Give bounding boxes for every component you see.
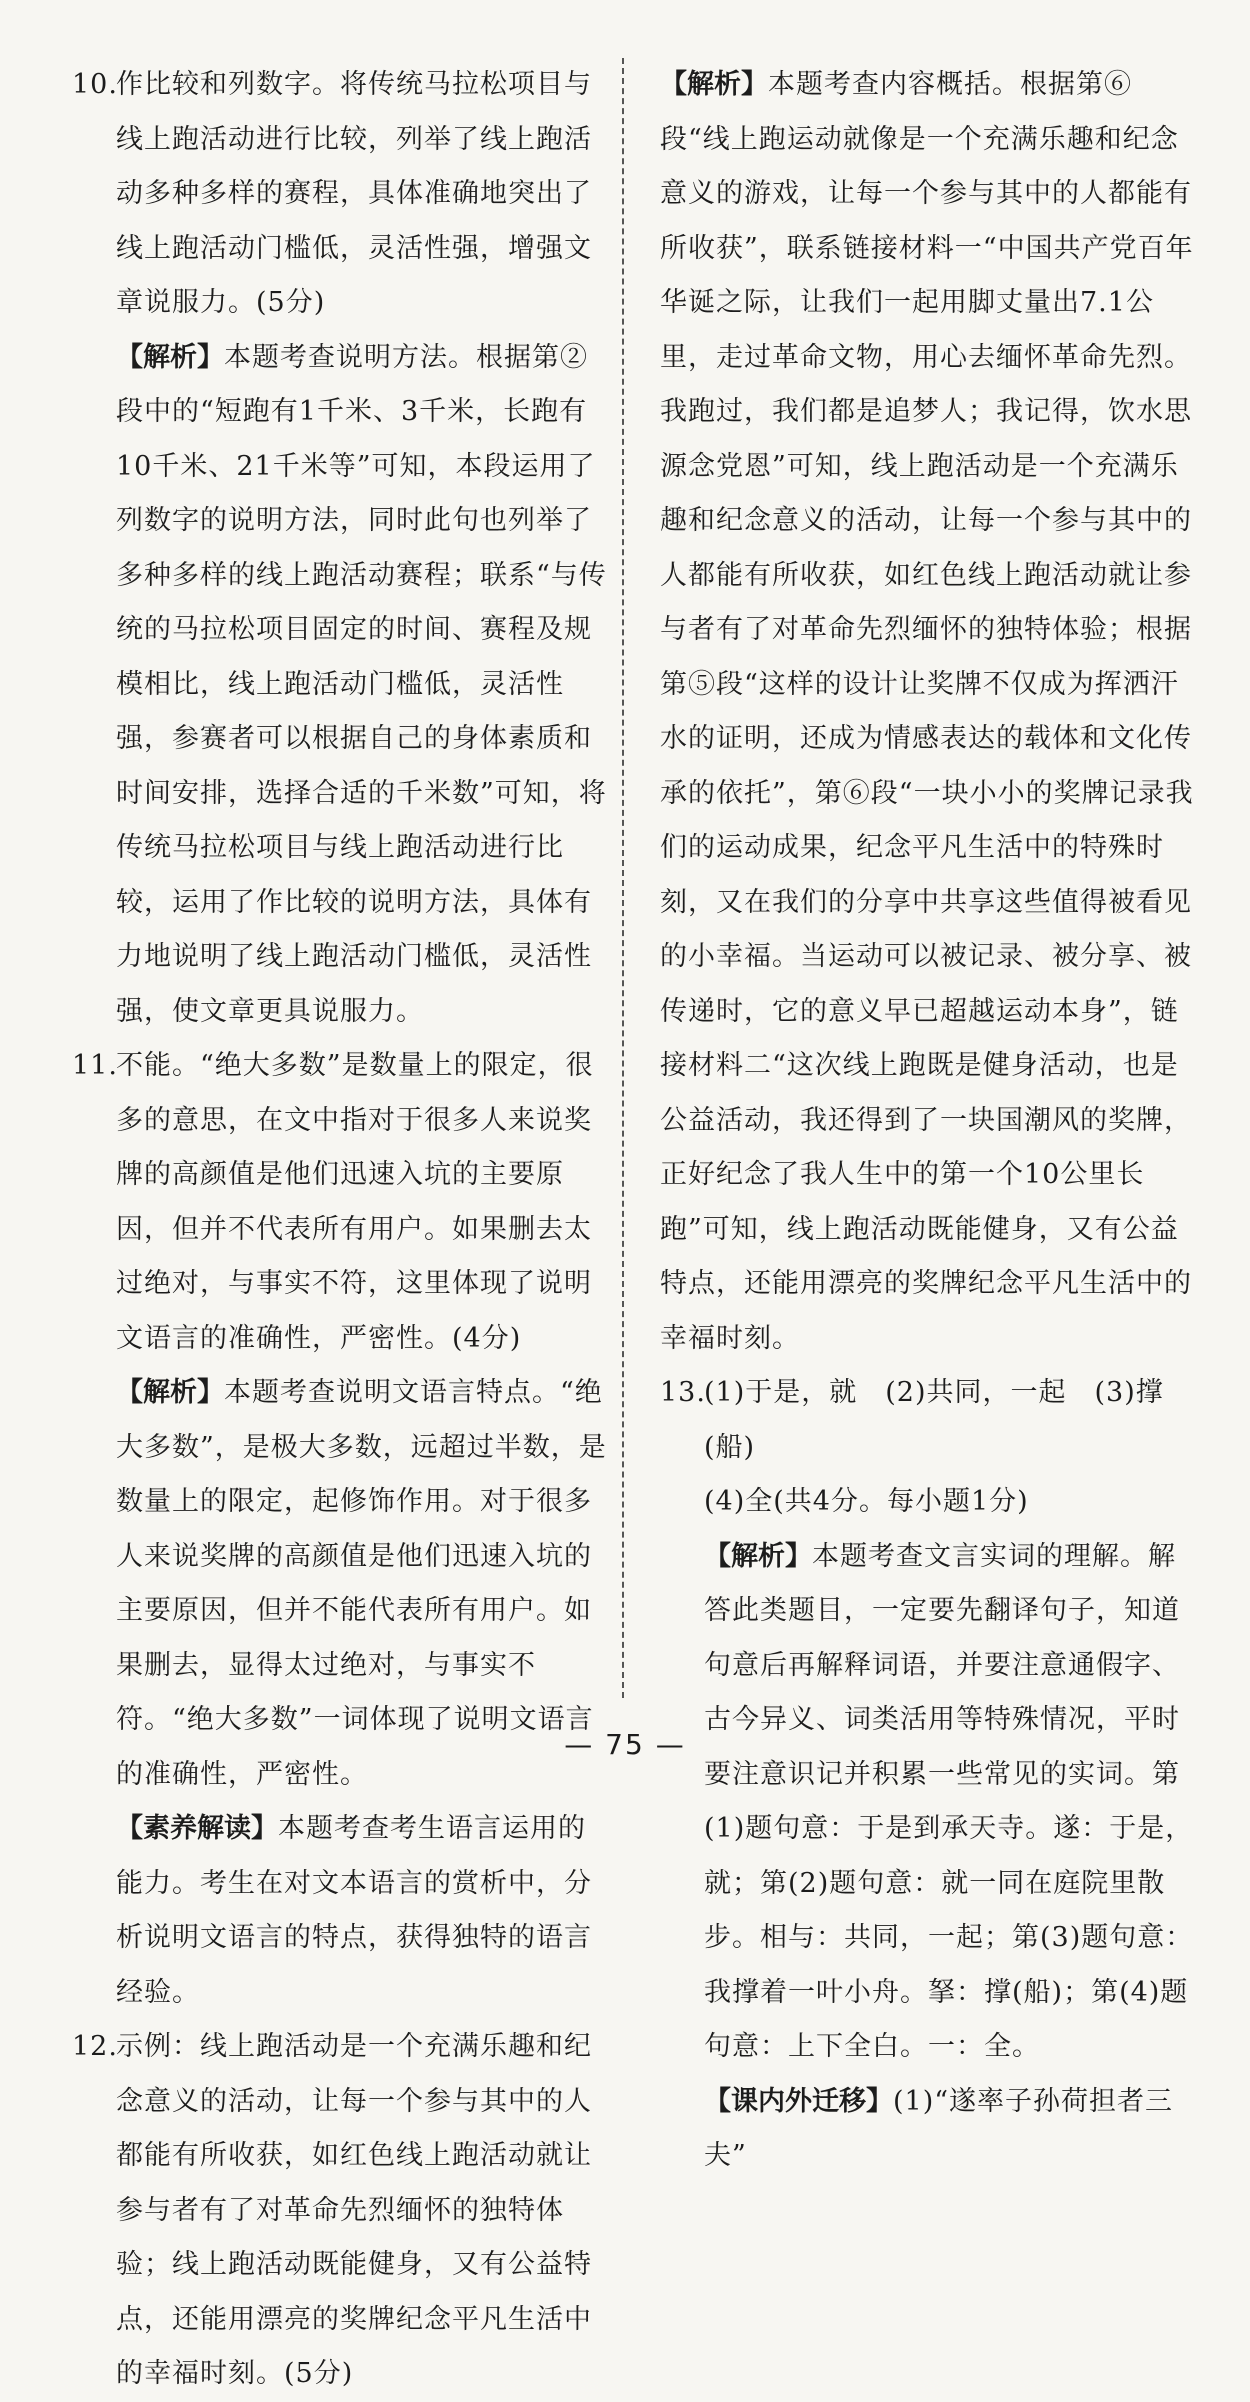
question-12 (72, 2020, 610, 2402)
answer-text: 示例：线上跑活动是一个充满乐趣和纪念意义的活动，让每一个参与其中的人都能有所收获，如红色线上跑活动就让参与者有了对革命先烈缅怀的独特体验；线上跑活动既能健身，又有公益特点，还能用漂亮的奖牌纪念平凡生活中的幸福时刻。(5分) (116, 2031, 592, 2389)
question-10 (72, 58, 610, 331)
question-number: 13. (660, 1377, 706, 1408)
analysis-text: 本题考查内容概括。根据第⑥段“线上跑运动就像是一个充满乐趣和纪念意义的游戏，让每一个参与其中的人都能有所收获”，联系链接材料一“中国共产党百年华诞之际，让我们一起用脚丈量出7.1公里，走过革命文物，用心去缅怀革命先烈。我跑过，我们都是追梦人；我记得，饮水思源念党恩”可知，线上跑活动是一个充满乐趣和纪念意义的活动，让每一个参与其中的人都能有所收获，如红色线上跑活动就让参与者有了对革命先烈缅怀的独特体验；根据第⑤段“这样的设计让奖牌不仅成为挥洒汗水的证明，还成为情感表达的载体和文化传承的依托”，第⑥段“一块小小的奖牌记录我们的运动成果，纪念平凡生活中的特殊时刻，又在我们的分享中共享这些值得被看见的小幸福。当运动可以被记录、被分享、被传递时，它的意义早已超越运动本身”，链接材料二“这次线上跑既是健身活动，也是公益活动，我还得到了一块国潮风的奖牌，正好纪念了我人生中的第一个10公里长跑”可知，线上跑活动既能健身，又有公益特点，还能用漂亮的奖牌纪念平凡生活中的幸福时刻。 (660, 69, 1194, 1354)
analysis-tag: 【解析】 (116, 1377, 224, 1408)
analysis-paragraph (660, 1530, 1200, 2075)
answer-line-2: (4)全(共4分。每小题1分) (704, 1486, 1029, 1517)
literacy-text: 本题考查考生语言运用的能力。考生在对文本语言的赏析中，分析说明文语言的特点，获得独特的语言经验。 (116, 1813, 592, 2008)
right-column (660, 58, 1200, 2184)
answer-text: 不能。“绝大多数”是数量上的限定，很多的意思，在文中指对于很多人来说奖牌的高颜值是他们迅速入坑的主要原因，但并不代表所有用户。如果删去太过绝对，与事实不符，这里体现了说明文语言的准确性，严密性。(4分) (116, 1050, 594, 1354)
transfer-tag: 【课内外迁移】 (704, 2085, 893, 2117)
analysis-text: 本题考查说明方法。根据第②段中的“短跑有1千米、3千米，长跑有10千米、21千米等”可知，本段运用了列数字的说明方法，同时此句也列举了多种多样的线上跑活动赛程；联系“与传统的马拉松项目固定的时间、赛程及规模相比，线上跑活动门槛低，灵活性强，参赛者可以根据自己的身体素质和时间安排，选择合适的千米数”可知，将传统马拉松项目与线上跑活动进行比较，运用了作比较的说明方法，具体有力地说明了线上跑活动门槛低，灵活性强，使文章更具说服力。 (116, 341, 607, 1027)
literacy-tag: 【素养解读】 (116, 1813, 278, 1844)
question-13 (660, 1366, 1200, 1530)
literacy-paragraph (72, 1802, 610, 2020)
analysis-tag: 【解析】 (704, 1540, 812, 1572)
question-number: 11. (72, 1050, 118, 1081)
analysis-paragraph (660, 58, 1200, 1366)
question-number: 12. (72, 2031, 118, 2062)
analysis-tag: 【解析】 (660, 69, 768, 100)
answer-text: 作比较和列数字。将传统马拉松项目与线上跑活动进行比较，列举了线上跑活动多种多样的赛程，具体准确地突出了线上跑活动门槛低，灵活性强，增强文章说服力。(5分) (116, 69, 592, 318)
transfer-text: (1)“遂率子孙荷担者三夫” (704, 2085, 1174, 2171)
answer-text (704, 1366, 1200, 1530)
analysis-text: 本题考查说明文语言特点。“绝大多数”，是极大多数，远超过半数，是数量上的限定，起修饰作用。对于很多人来说奖牌的高颜值是他们迅速入坑的主要原因，但并不能代表所有用户。如果删去，显得太过绝对，与事实不符。“绝大多数”一词体现了说明文语言的准确性，严密性。 (116, 1377, 607, 1790)
analysis-tag: 【解析】 (116, 341, 224, 373)
analysis-text: 本题考查文言实词的理解。解答此类题目，一定要先翻译句子，知道句意后再解释词语，并要注意通假字、古今异义、词类活用等特殊情况，平时要注意识记并积累一些常见的实词。第(1)题句意：于是到承天寺。遂：于是，就；第(2)题句意：就一同在庭院里散步。相与：共同，一起；第(3)题句意：我撑着一叶小舟。拏：撑(船)；第(4)题句意：上下全白。一：全。 (704, 1540, 1194, 2062)
transfer-paragraph (660, 2075, 1200, 2184)
question-11 (72, 1039, 610, 1366)
question-number: 10. (72, 69, 118, 100)
analysis-paragraph (72, 331, 610, 1040)
column-divider (622, 58, 624, 1698)
answer-line-1: (1)于是，就 (2)共同，一起 (3)撑(船) (704, 1377, 1164, 1463)
left-column (72, 58, 610, 2402)
page-number: — 75 — (564, 1728, 686, 1761)
